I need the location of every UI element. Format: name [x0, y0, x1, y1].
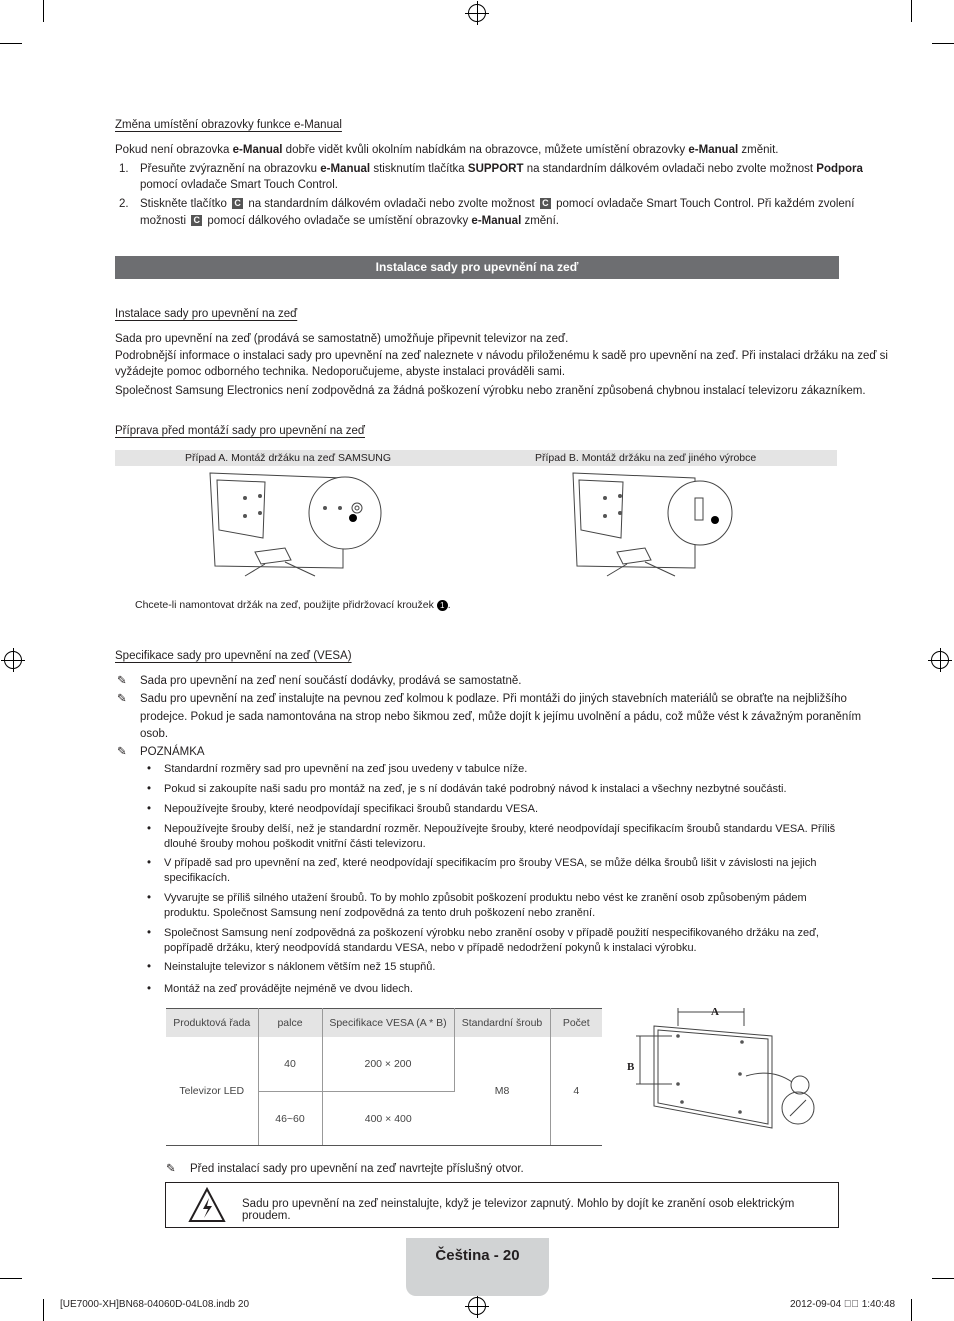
case-a-label: Případ A. Montáž držáku na zeď SAMSUNG [185, 452, 392, 464]
crop-mark [911, 0, 912, 22]
crop-mark [0, 43, 22, 44]
step-text: Přesuňte zvýraznění na obrazovku e-Manual stisknutím tlačítka SUPPORT na standardním dálkovém ovladači nebo zvolte možnost Podpora [140, 163, 863, 175]
step-text: možnosti C pomocí dálkového ovladače se umístění obrazovky e-Manual změní. [140, 215, 559, 227]
bullet-dot: • [147, 983, 152, 995]
section-heading: Změna umístění obrazovky funkce e-Manual [115, 119, 342, 131]
section-heading: Příprava před montáží sady pro upevnění na zeď [115, 425, 365, 437]
note-pencil-icon: ✎ [117, 675, 127, 687]
note-text: osob. [140, 728, 169, 740]
bullet-text: Neinstalujte televizor s náklonem větším než 15 stupňů. [164, 961, 436, 973]
table-header: Specifikace VESA (A * B) [322, 1009, 454, 1037]
c-button-icon: C [540, 198, 551, 209]
table-cell: 400 × 400 [322, 1092, 454, 1146]
paragraph: Sada pro upevnění na zeď (prodává se samostatně) umožňuje připevnit televizor na zeď. [115, 333, 569, 345]
bullet-text: Společnost Samsung není zodpovědná za poškození výrobku nebo zranění osoby v případě použití nespecifikovaného držáku na zeď, [164, 927, 819, 939]
bullet-text: V případě sad pro upevnění na zeď, které neodpovídají specifikacím pro šrouby VESA, se může délka šroubů lišit v závislosti na jejich [164, 857, 817, 869]
vesa-table [166, 1008, 602, 1146]
registration-mark-icon [468, 1297, 486, 1315]
bullet-dot: • [147, 803, 152, 815]
bullet-dot: • [147, 927, 152, 939]
table-header: Produktová řada [166, 1009, 258, 1037]
bullet-dot: • [147, 763, 152, 775]
table-cell: 46~60 [258, 1092, 322, 1146]
c-button-icon: C [232, 198, 243, 209]
table-cell: 200 × 200 [322, 1037, 454, 1092]
step-number: 1. [119, 163, 129, 175]
bullet-text: produktu. Společnost Samsung není zodpovědná za tento druh poškození nebo zranění. [164, 907, 596, 919]
bullet-text: popřípadě držáku, který neodpovídá standardu VESA, nebo v případě nedodržení pokynů k instalaci výrobku. [164, 942, 697, 954]
electric-shock-warning-icon [188, 1187, 226, 1223]
table-header: Standardní šroub [454, 1009, 550, 1037]
note-text: Sadu pro upevnění na zeď instalujte na pevnou zeď kolmou k podlaze. Při montáži do jiných stavebních materiálů se obraťte na nejbližšího [140, 693, 847, 705]
bullet-text: Nepoužívejte šrouby, které neodpovídají specifikaci šroubů standardu VESA. [164, 803, 539, 815]
section-heading: Specifikace sady pro upevnění na zeď (VESA) [115, 650, 352, 662]
table-cell: M8 [454, 1037, 550, 1146]
paragraph: Podrobnější informace o instalaci sady pro upevnění na zeď naleznete v návodu přiloženému k sadě pro upevnění na zeď. Při instalaci držáku na zeď si [115, 350, 888, 362]
note-text: Před instalací sady pro upevnění na zeď navrtejte příslušný otvor. [190, 1163, 524, 1175]
crop-mark [932, 1278, 954, 1279]
note-text: prodejce. Pokud je sada namontována na strop nebo šikmou zeď, může dojít k jejímu uvolnění a pádu, což může vést k závažným poraněním [140, 711, 862, 723]
bullet-text: dlouhé šrouby mohou poškodit vnitřní části televizoru. [164, 838, 426, 850]
bullet-dot: • [147, 857, 152, 869]
table-header: palce [258, 1009, 322, 1037]
table-header: Počet [550, 1009, 602, 1037]
bullet-text: Nepoužívejte šrouby delší, než je standardní rozměr. Nepoužívejte šrouby, které neodpovídají specifikacím šroubů standardu VESA. Příliš [164, 823, 836, 835]
case-b-illustration [565, 468, 745, 580]
warning-box [165, 1182, 839, 1228]
registration-mark-icon [468, 4, 486, 22]
dimension-a-label: A [711, 1006, 719, 1018]
note-text: Sada pro upevnění na zeď není součástí dodávky, prodává se samostatně. [140, 675, 522, 687]
bullet-text: Montáž na zeď provádějte nejméně ve dvou lidech. [164, 983, 413, 995]
dimension-b-label: B [627, 1061, 635, 1073]
bullet-dot: • [147, 961, 152, 973]
bullet-dot: • [147, 892, 152, 904]
case-b-label: Případ B. Montáž držáku na zeď jiného výrobce [535, 452, 757, 464]
crop-mark [43, 0, 44, 22]
table-cell: 4 [550, 1037, 602, 1146]
table-cell: 40 [258, 1037, 322, 1092]
marker-1-icon: 1 [437, 600, 448, 611]
table-header-row [166, 1009, 602, 1037]
crop-mark [911, 1299, 912, 1321]
registration-mark-icon [931, 651, 949, 669]
note-pencil-icon: ✎ [117, 746, 127, 758]
c-button-icon: C [191, 215, 202, 226]
vesa-dimension-diagram [622, 1000, 832, 1140]
note-pencil-icon: ✎ [117, 693, 127, 705]
figure-caption: Chcete-li namontovat držák na zeď, použijte přidržovací kroužek 1 . [135, 599, 451, 611]
warning-text: Sadu pro upevnění na zeď neinstalujte, když je televizor zapnutý. Mohlo by dojít ke zranění osob elektrickým proudem. [242, 1198, 795, 1222]
section-banner: Instalace sady pro upevnění na zeď [115, 256, 839, 279]
note-pencil-icon: ✎ [166, 1163, 176, 1175]
case-a-illustration [205, 468, 385, 580]
crop-mark [932, 43, 954, 44]
note-heading: POZNÁMKA [140, 746, 205, 758]
table-row [166, 1037, 602, 1092]
bullet-dot: • [147, 823, 152, 835]
crop-mark [0, 1278, 22, 1279]
case-header-bar [115, 450, 837, 466]
registration-mark-icon [4, 651, 22, 669]
paragraph: Společnost Samsung Electronics není zodpovědná za žádná poškození výrobku nebo zranění způsobená chybnou instalací televizoru zákazníkem. [115, 385, 866, 397]
bullet-text: specifikacích. [164, 872, 231, 884]
footer-file-info: [UE7000-XH]BN68-04060D-04L08.indb 20 [60, 1299, 250, 1310]
step-number: 2. [119, 198, 129, 210]
step-text: pomocí ovladače Smart Touch Control. [140, 179, 338, 191]
bullet-text: Pokud si zakoupíte naši sadu pro montáž na zeď, je s ní dodáván také podrobný návod k instalaci a všechny nezbytné součásti. [164, 783, 787, 795]
step-text: Stiskněte tlačítko C na standardním dálkovém ovladači nebo zvolte možnost C pomocí ovladače Smart Touch Control. Při každém zvolení [140, 198, 855, 210]
table-cell: Televizor LED [166, 1037, 258, 1146]
bullet-text: Standardní rozměry sad pro upevnění na zeď jsou uvedeny v tabulce níže. [164, 763, 528, 775]
page-label: Čeština - 20 [406, 1238, 549, 1296]
crop-mark [43, 1299, 44, 1321]
footer-timestamp: 2012-09-04    1:40:48 [790, 1299, 896, 1310]
section-heading: Instalace sady pro upevnění na zeď [115, 308, 298, 320]
bullet-text: Vyvarujte se příliš silného utažení šroubů. To by mohlo způsobit poškození produktu nebo vést ke zranění osob způsobeným pádem [164, 892, 807, 904]
bullet-dot: • [147, 783, 152, 795]
paragraph: vyžádejte pomoc odborného technika. Nedoporučujeme, abyste instalaci prováděli sami. [115, 366, 566, 378]
paragraph: Pokud není obrazovka e-Manual dobře vidět kvůli okolním nabídkám na obrazovce, můžete umístění obrazovky e-Manual změnit. [115, 144, 779, 156]
